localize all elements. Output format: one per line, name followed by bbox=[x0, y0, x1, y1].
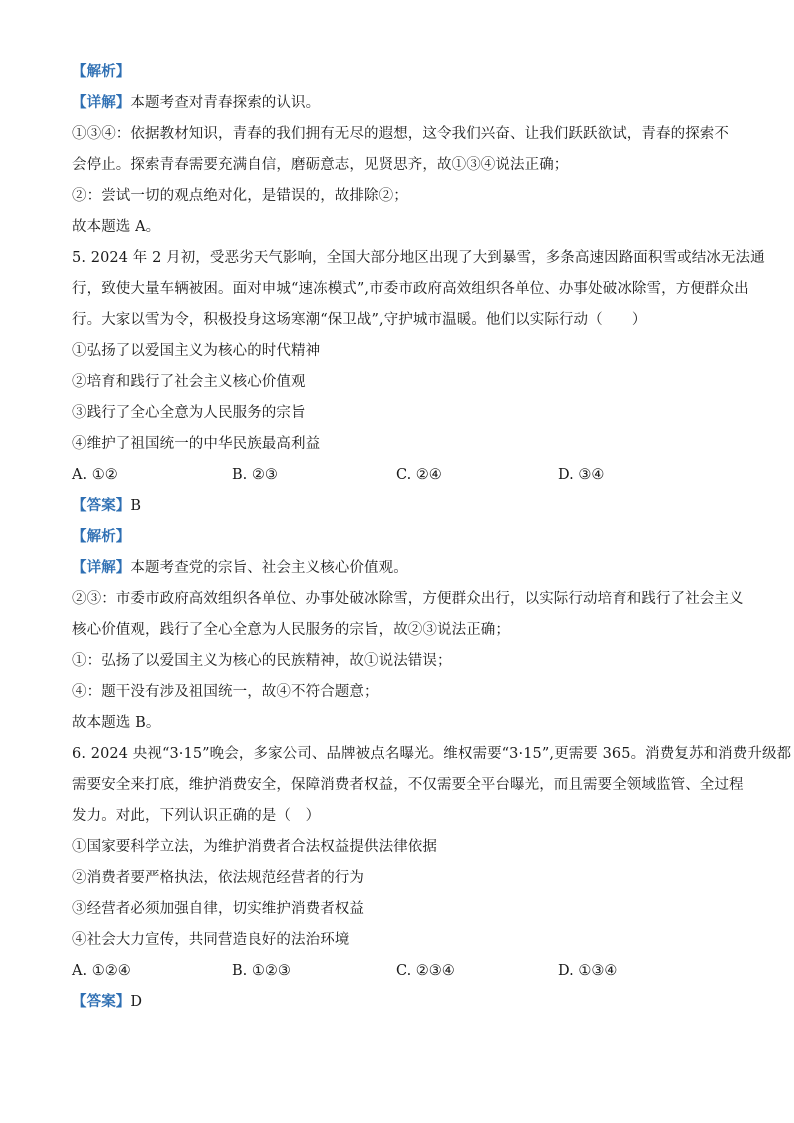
detail-tag: 【详解】 bbox=[72, 95, 131, 111]
q5-explanation-line: ④：题干没有涉及祖国统一，故④不符合题意； bbox=[72, 684, 379, 700]
q5-explanation-line: ①：弘扬了以爱国主义为核心的民族精神，故①说法错误； bbox=[72, 653, 452, 669]
q6-choice-c: C. ②③④ bbox=[396, 963, 455, 979]
explanation-line: ②：尝试一切的观点绝对化，是错误的，故排除②； bbox=[72, 188, 408, 204]
q6-choice-a: A. ①②④ bbox=[72, 963, 131, 979]
q5-stem-line: 行。大家以雪为令，积极投身这场寒潮“保卫战”,守护城市温暖。他们以实际行动（ ） bbox=[72, 312, 647, 328]
analysis-tag: 【解析】 bbox=[72, 529, 131, 545]
q5-choice-a: A. ①② bbox=[72, 467, 118, 483]
q5-answer: B bbox=[130, 498, 142, 514]
detail-text: 本题考查对青春探索的认识。 bbox=[130, 95, 321, 111]
q6-choice-b: B. ①②③ bbox=[232, 963, 291, 979]
q6-answer: D bbox=[130, 994, 143, 1010]
q6-stem-line: 6. 2024 央视“3·15”晚会，多家公司、品牌被点名曝光。维权需要“3·15”,更需要 365。消费复苏和消费升级都 bbox=[72, 746, 792, 762]
q5-explanation-line: 核心价值观，践行了全心全意为人民服务的宗旨，故②③说法正确； bbox=[72, 622, 510, 638]
explanation-line: ①③④：依据教材知识，青春的我们拥有无尽的遐想，这令我们兴奋、让我们跃跃欲试，青春的探索不 bbox=[72, 126, 729, 142]
explanation-line: 会停止。探索青春需要充满自信，磨砺意志，见贤思齐，故①③④说法正确； bbox=[72, 157, 569, 173]
q6-option: ④社会大力宣传，共同营造良好的法治环境 bbox=[72, 932, 350, 948]
q5-choice-d: D. ③④ bbox=[558, 467, 605, 483]
q5-choice-b: B. ②③ bbox=[232, 467, 278, 483]
answer-tag: 【答案】 bbox=[72, 994, 131, 1010]
q6-option: ②消费者要严格执法，依法规范经营者的行为 bbox=[72, 870, 364, 886]
answer-tag: 【答案】 bbox=[72, 498, 131, 514]
q5-answer-line bbox=[72, 496, 722, 516]
q6-choices bbox=[72, 961, 722, 981]
q6-stem-line: 需要安全来打底，维护消费安全，保障消费者权益，不仅需要全平台曝光，而且需要全领域监管、全过程 bbox=[72, 777, 744, 793]
q5-explanation-line: ②③：市委市政府高效组织各单位、办事处破冰除雪，方便群众出行，以实际行动培育和践行了社会主义 bbox=[72, 591, 744, 607]
q6-option: ③经营者必须加强自律，切实维护消费者权益 bbox=[72, 901, 364, 917]
q5-detail-line bbox=[72, 558, 722, 578]
q5-choice-c: C. ②④ bbox=[396, 467, 442, 483]
q5-option: ①弘扬了以爱国主义为核心的时代精神 bbox=[72, 343, 321, 359]
analysis-tag: 【解析】 bbox=[72, 64, 131, 80]
detail-tag: 【详解】 bbox=[72, 560, 131, 576]
document-page bbox=[72, 62, 792, 1023]
q6-option: ①国家要科学立法，为维护消费者合法权益提供法律依据 bbox=[72, 839, 437, 855]
q5-option: ④维护了祖国统一的中华民族最高利益 bbox=[72, 436, 321, 452]
analysis-heading bbox=[72, 62, 722, 82]
q6-choice-d: D. ①③④ bbox=[558, 963, 618, 979]
q5-conclusion-line: 故本题选 B。 bbox=[72, 715, 161, 731]
detail-line bbox=[72, 93, 722, 113]
conclusion-line: 故本题选 A。 bbox=[72, 219, 161, 235]
q5-analysis-heading bbox=[72, 527, 722, 547]
q5-option: ②培育和践行了社会主义核心价值观 bbox=[72, 374, 306, 390]
q5-choices bbox=[72, 465, 722, 485]
q5-detail-text: 本题考查党的宗旨、社会主义核心价值观。 bbox=[130, 560, 408, 576]
q5-option: ③践行了全心全意为人民服务的宗旨 bbox=[72, 405, 306, 421]
q6-answer-line bbox=[72, 992, 722, 1012]
q5-stem-line: 行，致使大量车辆被困。面对申城“速冻模式”,市委市政府高效组织各单位、办事处破冰除雪，方便群众出 bbox=[72, 281, 749, 297]
q5-stem-line: 5. 2024 年 2 月初，受恶劣天气影响，全国大部分地区出现了大到暴雪，多条高速因路面积雪或结冰无法通 bbox=[72, 250, 765, 266]
q6-stem-line: 发力。对此，下列认识正确的是（ ） bbox=[72, 808, 321, 824]
